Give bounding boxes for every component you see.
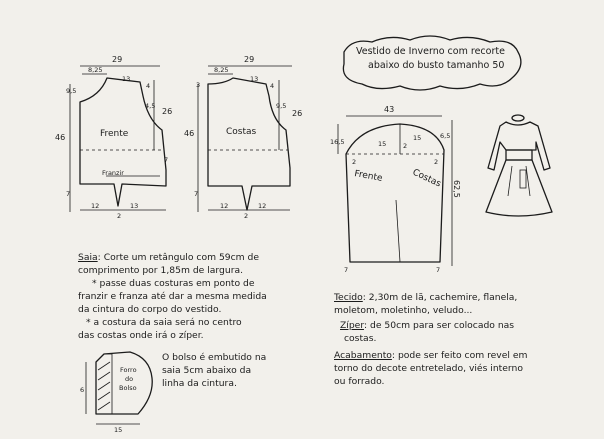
back-bodice-label: Costas <box>226 127 257 137</box>
skirt-line-2: comprimento por 1,85m de largura. <box>78 265 244 276</box>
finish-line-1: pode ser feito com revel em <box>397 350 528 361</box>
sleeve-front-label: Frente <box>353 169 384 184</box>
front-side-height: 26 <box>162 107 173 116</box>
back-dart-bottom: 2 <box>244 212 249 220</box>
fabric-heading-colon: : <box>362 292 369 303</box>
sleeve-bottom-left: 7 <box>344 266 349 274</box>
sleeve-mid-right: 2 <box>434 158 439 166</box>
sleeve-piece <box>330 105 461 274</box>
skirt-line-6: * a costura da saia será no centro <box>86 317 242 328</box>
sleeve-length: 62,5 <box>452 180 461 198</box>
sleeve-cap-left: 15 <box>378 140 387 148</box>
pocket-label-1: Forro <box>120 366 137 374</box>
back-bodice-piece <box>184 55 302 220</box>
finish-heading: Acabamento <box>334 350 392 361</box>
back-neck-width: 8,25 <box>214 66 229 74</box>
front-bodice-label: Frente <box>100 129 129 139</box>
zipper-line-2: costas. <box>344 333 377 344</box>
finish-line-3: ou forrado. <box>334 376 385 387</box>
skirt-heading-colon: : <box>97 252 104 263</box>
zipper-heading-colon: : <box>363 320 370 331</box>
finish-heading-colon: : <box>391 350 398 361</box>
pocket-note-3: linha da cintura. <box>162 378 237 389</box>
back-side-height: 26 <box>292 109 303 118</box>
front-dart-bottom: 2 <box>117 212 122 220</box>
skirt-heading: Saia <box>78 252 98 263</box>
dress-illustration <box>486 115 552 216</box>
pocket-note-1: O bolso é embutido na <box>162 352 267 363</box>
pocket-side-value: 6 <box>80 386 85 394</box>
front-total-width: 29 <box>112 55 123 64</box>
front-armhole-small: 4 <box>146 82 151 90</box>
pocket-label-3: Bolso <box>119 384 137 392</box>
skirt-line-3: * passe duas costuras em ponto de <box>92 278 255 289</box>
finish-line-2: torno do decote entretelado, viés interno <box>334 363 523 374</box>
title-line-2: abaixo do busto tamanho 50 <box>368 60 505 71</box>
sleeve-mid-left: 2 <box>352 158 357 166</box>
zipper-line-1: de 50cm para ser colocado nas <box>369 320 515 331</box>
front-total-height: 46 <box>55 133 66 142</box>
back-armhole-mid: 9,5 <box>276 102 287 110</box>
fabric-line-1: 2,30m de lã, cachemire, flanela, <box>368 292 518 303</box>
back-shoulder: 13 <box>250 75 259 83</box>
back-total-height: 46 <box>184 129 195 138</box>
skirt-line-7: das costas onde irá o zíper. <box>78 330 204 341</box>
sleeve-side-right: 6,5 <box>440 132 451 140</box>
sleeve-cap-height: 16,5 <box>330 138 345 146</box>
skirt-line-1: Corte um retângulo com 59cm de <box>103 252 260 263</box>
sleeve-top-width: 43 <box>384 105 395 114</box>
back-bottom-left: 12 <box>220 202 229 210</box>
back-neck-depth: 3 <box>196 81 201 89</box>
back-armhole-small: 4 <box>270 82 275 90</box>
fabric-line-2: moletom, moletinho, veludo... <box>334 305 473 316</box>
front-bottom-right: 13 <box>130 202 139 210</box>
fabric-note <box>334 292 517 304</box>
back-bottom-right: 12 <box>258 202 267 210</box>
front-gather-label: Franzir <box>102 169 124 177</box>
sleeve-cap-mid: 2 <box>403 142 408 150</box>
sleeve-cap-right: 15 <box>413 134 422 142</box>
front-waist-side: 7 <box>66 190 71 198</box>
front-bottom-left: 12 <box>91 202 100 210</box>
pocket-note-2: saia 5cm abaixo da <box>162 365 252 376</box>
zipper-heading: Zíper <box>340 320 364 331</box>
skirt-line-4: franzir e franza até dar a mesma medida <box>78 291 267 302</box>
pocket-bottom-value: 15 <box>114 426 123 434</box>
sleeve-bottom-right: 7 <box>436 266 441 274</box>
zipper-note <box>340 320 514 332</box>
front-neck-depth: 9,5 <box>66 87 77 95</box>
fabric-heading: Tecido <box>334 292 363 303</box>
finish-note <box>334 350 527 362</box>
title-line-1: Vestido de Inverno com recorte <box>356 46 505 57</box>
front-bodice-piece <box>55 55 172 220</box>
front-shoulder: 13 <box>122 75 131 83</box>
sleeve-back-label: Costas <box>410 167 443 190</box>
skirt-note-1 <box>78 252 259 264</box>
back-total-width: 29 <box>244 55 255 64</box>
front-dart-left: 7 <box>164 156 169 164</box>
front-armhole-mid: 4,5 <box>145 102 156 110</box>
front-neck-width: 8,25 <box>88 66 103 74</box>
skirt-line-5: da cintura do corpo do vestido. <box>78 304 222 315</box>
pocket-piece <box>80 352 152 434</box>
pocket-label-2: do <box>125 375 134 383</box>
back-waist-side: 7 <box>194 190 199 198</box>
